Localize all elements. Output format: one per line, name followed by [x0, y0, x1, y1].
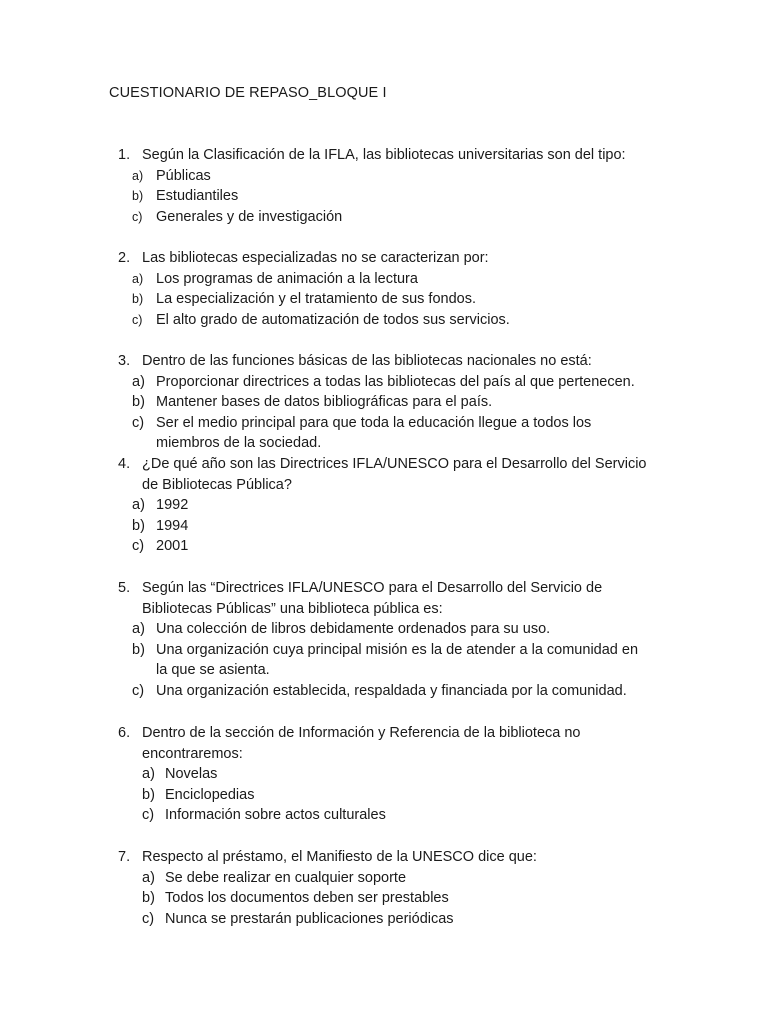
option — [0, 413, 768, 434]
option-continuation — [0, 433, 768, 454]
question-text: Bibliotecas Públicas” una biblioteca pública es: — [142, 600, 443, 617]
question-number: 4. — [118, 456, 131, 472]
question-3 — [0, 351, 768, 454]
question-line — [0, 475, 768, 496]
question-text: Según las “Directrices IFLA/UNESCO para el Desarrollo del Servicio de — [142, 580, 603, 596]
option-label: a) — [142, 766, 155, 783]
option — [0, 785, 768, 806]
option-text: miembros de la sociedad. — [156, 435, 322, 452]
question-5 — [0, 578, 768, 702]
option — [0, 186, 768, 207]
option — [0, 536, 768, 557]
option-label: b) — [132, 641, 145, 658]
option-label: a) — [132, 497, 145, 514]
option-text: Novelas — [165, 766, 218, 783]
option-text: 1994 — [156, 517, 189, 534]
question-text: Dentro de las funciones básicas de las bibliotecas nacionales no está: — [142, 353, 592, 369]
option-text: Públicas — [156, 167, 211, 184]
question-7 — [0, 847, 768, 929]
option-text: Una organización establecida, respaldada y financiada por la comunidad. — [156, 682, 627, 699]
option-label: b) — [142, 890, 155, 907]
option-text: Una colección de libros debidamente ordenados para su uso. — [156, 621, 551, 638]
option-text: Todos los documentos deben ser prestables — [165, 890, 449, 907]
option-text: Generales y de investigación — [156, 208, 343, 225]
question-1 — [0, 145, 768, 227]
option-label: a) — [132, 271, 144, 286]
question-text: encontraremos: — [142, 745, 243, 762]
option-label: b) — [132, 292, 144, 307]
question-line — [0, 248, 768, 269]
option — [0, 805, 768, 826]
option-text: Estudiantiles — [156, 188, 239, 205]
option — [0, 166, 768, 187]
option-label: c) — [132, 682, 145, 699]
option-label: a) — [132, 373, 145, 390]
option — [0, 289, 768, 310]
option — [0, 868, 768, 889]
option-label: b) — [132, 189, 144, 204]
option-text: Una organización cuya principal misión es la de atender a la comunidad en — [156, 641, 639, 658]
option-label: c) — [132, 209, 143, 224]
option — [0, 619, 768, 640]
option — [0, 207, 768, 228]
question-text: Según la Clasificación de la IFLA, las bibliotecas universitarias son del tipo: — [142, 147, 626, 163]
question-line — [0, 599, 768, 620]
option — [0, 909, 768, 930]
option-text: El alto grado de automatización de todos sus servicios. — [156, 311, 510, 328]
question-line — [0, 145, 768, 166]
question-text: Las bibliotecas especializadas no se caracterizan por: — [142, 250, 489, 266]
option-text: 2001 — [156, 538, 189, 555]
question-line — [0, 351, 768, 372]
option-label: c) — [132, 538, 145, 555]
question-text: Dentro de la sección de Información y Referencia de la biblioteca no — [142, 725, 581, 741]
question-2 — [0, 248, 768, 330]
option — [0, 495, 768, 516]
option-text: 1992 — [156, 497, 189, 514]
option-label: c) — [142, 807, 155, 824]
question-6 — [0, 723, 768, 826]
question-line — [0, 744, 768, 765]
option-text: Proporcionar directrices a todas las bibliotecas del país al que pertenecen. — [156, 373, 635, 390]
option-text: Se debe realizar en cualquier soporte — [165, 869, 407, 886]
question-line — [0, 578, 768, 599]
option-text: Mantener bases de datos bibliográficas para el país. — [156, 394, 493, 411]
option-label: b) — [142, 786, 155, 803]
question-number: 2. — [118, 250, 131, 266]
question-text: Respecto al préstamo, el Manifiesto de la UNESCO dice que: — [142, 849, 537, 865]
page-title: CUESTIONARIO DE REPASO_BLOQUE I — [109, 85, 387, 101]
option-text: La especialización y el tratamiento de sus fondos. — [156, 291, 476, 308]
option-label: a) — [132, 168, 144, 183]
option-label: a) — [132, 621, 145, 638]
option — [0, 640, 768, 661]
option — [0, 269, 768, 290]
question-text: de Bibliotecas Pública? — [142, 476, 292, 493]
option-label: c) — [142, 910, 155, 927]
option-label: c) — [132, 414, 145, 431]
option — [0, 310, 768, 331]
option-text: Ser el medio principal para que toda la educación llegue a todos los — [156, 414, 592, 431]
option-label: b) — [132, 517, 145, 534]
question-4 — [0, 454, 768, 557]
option-text: Enciclopedias — [165, 786, 255, 803]
question-number: 7. — [118, 849, 131, 865]
option — [0, 888, 768, 909]
question-number: 3. — [118, 353, 131, 369]
option-continuation — [0, 660, 768, 681]
option — [0, 516, 768, 537]
option — [0, 372, 768, 393]
question-number: 1. — [118, 147, 131, 163]
option-text: la que se asienta. — [156, 662, 270, 679]
question-number: 5. — [118, 580, 131, 596]
option — [0, 764, 768, 785]
question-text: ¿De qué año son las Directrices IFLA/UNESCO para el Desarrollo del Servicio — [142, 456, 647, 472]
option-label: b) — [132, 394, 145, 411]
question-line — [0, 454, 768, 475]
option — [0, 681, 768, 702]
option-text: Los programas de animación a la lectura — [156, 270, 418, 287]
option-text: Información sobre actos culturales — [165, 807, 386, 824]
question-number: 6. — [118, 725, 131, 741]
option — [0, 392, 768, 413]
question-line — [0, 847, 768, 868]
option-label: a) — [142, 869, 155, 886]
option-text: Nunca se prestarán publicaciones periódicas — [165, 910, 454, 927]
question-line — [0, 723, 768, 744]
option-label: c) — [132, 312, 143, 327]
